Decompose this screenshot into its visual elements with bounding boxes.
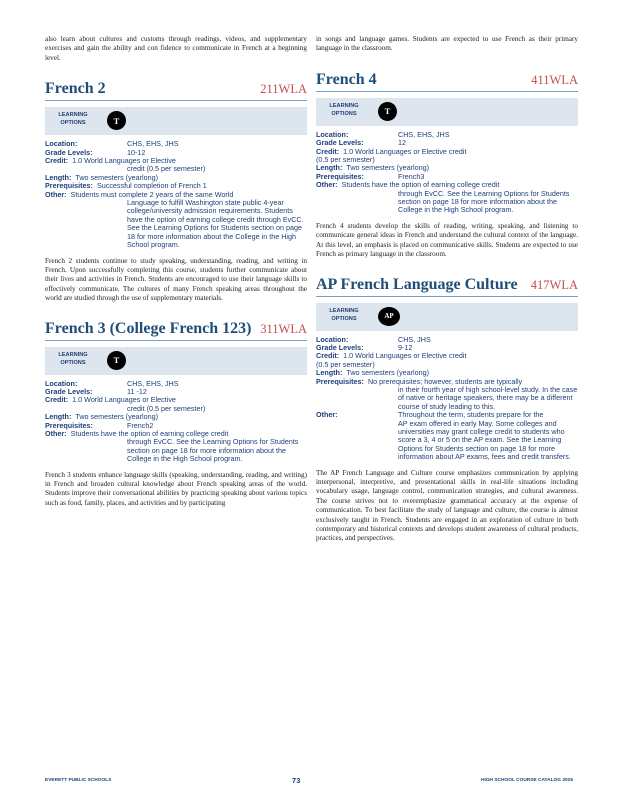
course-french-4 — [316, 71, 578, 260]
credit-extra: credit (0.5 per semester) — [127, 164, 206, 174]
course-french-2 — [45, 80, 307, 303]
location-label: Location: — [316, 334, 349, 344]
course-title: AP French Language Culture — [316, 275, 518, 293]
right-column — [316, 0, 578, 544]
length-label: Length: — [316, 163, 343, 173]
course-code: 411WLA — [531, 72, 578, 87]
tech-prep-icon: T — [378, 102, 397, 121]
tech-prep-icon: T — [107, 351, 126, 370]
length-label: Length: — [316, 368, 343, 378]
learning-options-label: LEARNING OPTIONS — [329, 102, 359, 117]
course-title: French 2 — [45, 80, 106, 98]
course-info — [45, 140, 307, 249]
learning-options-bar — [45, 347, 307, 375]
page-footer — [45, 776, 573, 785]
footer-district: EVERETT PUBLIC SCHOOLS — [45, 778, 112, 783]
location-label: Location: — [45, 139, 78, 149]
location-value: CHS, EHS, JHS — [127, 139, 179, 149]
credit-label: Credit: — [45, 395, 69, 405]
other-value-continued: Language to fulfill Washington state public 4-year college/university admission requirements. Students have the option of earning college credit through EvCC. See the Learning Options for Students section on page 18 for more information about the College in the High School program. — [127, 198, 304, 250]
learning-options-bar — [316, 303, 578, 331]
learning-options-label: LEARNING OPTIONS — [329, 307, 359, 322]
grade-levels-label: Grade Levels: — [45, 147, 93, 157]
course-code: 417WLA — [530, 277, 578, 292]
credit-value: 1.0 World Languages or Elective — [72, 156, 176, 166]
course-heading — [45, 80, 307, 101]
credit-value: 1.0 World Languages or Elective credit — [343, 351, 467, 361]
prerequisites-value: French3 — [398, 171, 425, 181]
other-value: Students have the option of earning college credit — [70, 428, 229, 438]
other-label: Other: — [316, 410, 338, 420]
intro-paragraph: also learn about cultures and customs through readings, videos, and supplementary exercises and gain the ability and con fidence to communicate in French at a beginning level. — [45, 35, 307, 62]
course-french-3 — [45, 320, 307, 509]
prerequisites-value: Successful completion of French 1 — [96, 181, 207, 191]
grade-levels-label: Grade Levels: — [316, 138, 364, 148]
grade-levels-label: Grade Levels: — [316, 342, 364, 352]
course-description: French 4 students develop the skills of reading, writing, speaking, and listening to communicate general ideas in French and understand the cultural context of the language. At this level, an emphasis is placed on communicative skills. Students are expected to use French as primary language in the classroom. — [316, 221, 578, 259]
prerequisites-value: No prerequisites; however, students are typically — [367, 376, 523, 386]
credit-extra: (0.5 per semester) — [316, 155, 375, 165]
other-value-continued: through EvCC. See the Learning Options for Students section on page 18 for more information about the College in the High School program. — [127, 437, 299, 464]
prerequisites-value-continued: in their fourth year of high school-level study. In the case of native or heritage speakers, there may be a different course of study leading to this. — [398, 384, 578, 411]
credit-extra: credit (0.5 per semester) — [127, 403, 206, 413]
other-value: Throughout the term, students prepare for the — [398, 410, 544, 420]
location-value: CHS, EHS, JHS — [127, 378, 179, 388]
other-value-continued: through EvCC. See the Learning Options for Students section on page 18 for more information about the College in the High School program. — [398, 188, 570, 215]
length-value: Two semesters (yearlong) — [75, 172, 159, 182]
credit-value: 1.0 World Languages or Elective — [72, 395, 176, 405]
page-number: 73 — [292, 776, 301, 785]
other-label: Other: — [45, 428, 67, 438]
course-code: 311WLA — [260, 321, 307, 336]
length-label: Length: — [45, 412, 72, 422]
left-column — [45, 0, 307, 508]
location-value: CHS, JHS — [398, 334, 431, 344]
advanced-placement-icon: AP — [378, 307, 400, 326]
location-label: Location: — [316, 129, 349, 139]
length-value: Two semesters (yearlong) — [75, 412, 159, 422]
course-info — [316, 131, 578, 215]
other-value: Students have the option of earning college credit — [341, 180, 500, 190]
prerequisites-label: Prerequisites: — [316, 376, 364, 386]
course-ap-french — [316, 276, 578, 544]
prerequisites-value: French2 — [127, 420, 154, 430]
course-heading — [45, 320, 307, 341]
course-info — [316, 336, 578, 462]
credit-label: Credit: — [45, 156, 69, 166]
grade-levels-value: 12 — [398, 138, 406, 148]
length-value: Two semesters (yearlong) — [346, 163, 430, 173]
course-description: The AP French Language and Culture course emphasizes communication by applying interpersonal, interpretive, and presentational skills in real-life situations including vocabulary usage, language control, communication strategies, and cultural awareness. The course strives not to overemphasize grammatical accuracy at the expense of communication. To best facilitate the study of language and culture, the course is almost exclusively taught in French. Students are engaged in an exploration of culture in both contemporary and historical contexts and develops student awareness of cultural products, practices, and perspectives. — [316, 468, 578, 543]
grade-levels-value: 9-12 — [398, 342, 413, 352]
learning-options-label: LEARNING OPTIONS — [58, 112, 88, 127]
credit-value: 1.0 World Languages or Elective credit — [343, 146, 467, 156]
length-value: Two semesters (yearlong) — [346, 368, 430, 378]
grade-levels-label: Grade Levels: — [45, 386, 93, 396]
intro-paragraph-continued: in songs and language games. Students are expected to use French as their primary language in the classroom. — [316, 35, 578, 53]
course-description: French 3 students enhance language skills (speaking, understanding, reading, and writing) in French and broaden cultural knowledge about French speaking areas of the world. Students improve their conversational abilities by practicing speaking about various topics such as food, family, places, and activities and by participating — [45, 470, 307, 507]
location-value: CHS, EHS, JHS — [398, 129, 450, 139]
credit-label: Credit: — [316, 146, 340, 156]
learning-options-bar — [45, 107, 307, 135]
other-value: Students must complete 2 years of the same World — [70, 189, 234, 199]
other-label: Other: — [45, 189, 67, 199]
grade-levels-value: 11 -12 — [127, 386, 147, 396]
course-title: French 4 — [316, 70, 377, 88]
course-title: French 3 (College French 123) — [45, 319, 252, 337]
course-code: 211WLA — [260, 82, 307, 97]
course-heading — [316, 276, 578, 297]
other-value-continued: AP exam offered in early May. Some colleges and universities may grant college credit to students who score a 3, 4 or 5 on the AP exam. See the Learning Options for Students section on page 18 for more information about AP exams, fees and credit transfers. — [398, 418, 571, 462]
prerequisites-label: Prerequisites: — [45, 181, 93, 191]
learning-options-bar — [316, 98, 578, 126]
other-label: Other: — [316, 180, 338, 190]
learning-options-label: LEARNING OPTIONS — [58, 351, 88, 366]
credit-label: Credit: — [316, 351, 340, 361]
course-description: French 2 students continue to study speaking, understanding, reading, and writing in French. Upon successfully completing this course, students further communicate about their lives and activities in French. Students are encouraged to use their language skills to effectively communicate. The cultures of many French speaking areas throughout the world are studied through the use of supplementary materials. — [45, 256, 307, 303]
course-info — [45, 380, 307, 464]
course-heading — [316, 71, 578, 92]
grade-levels-value: 10-12 — [127, 147, 146, 157]
credit-extra: (0.5 per semester) — [316, 359, 375, 369]
prerequisites-label: Prerequisites: — [316, 171, 364, 181]
tech-prep-icon: T — [107, 111, 126, 130]
footer-catalog: HIGH SCHOOL COURSE CATALOG 2025 — [481, 778, 573, 783]
length-label: Length: — [45, 172, 72, 182]
prerequisites-label: Prerequisites: — [45, 420, 93, 430]
location-label: Location: — [45, 378, 78, 388]
